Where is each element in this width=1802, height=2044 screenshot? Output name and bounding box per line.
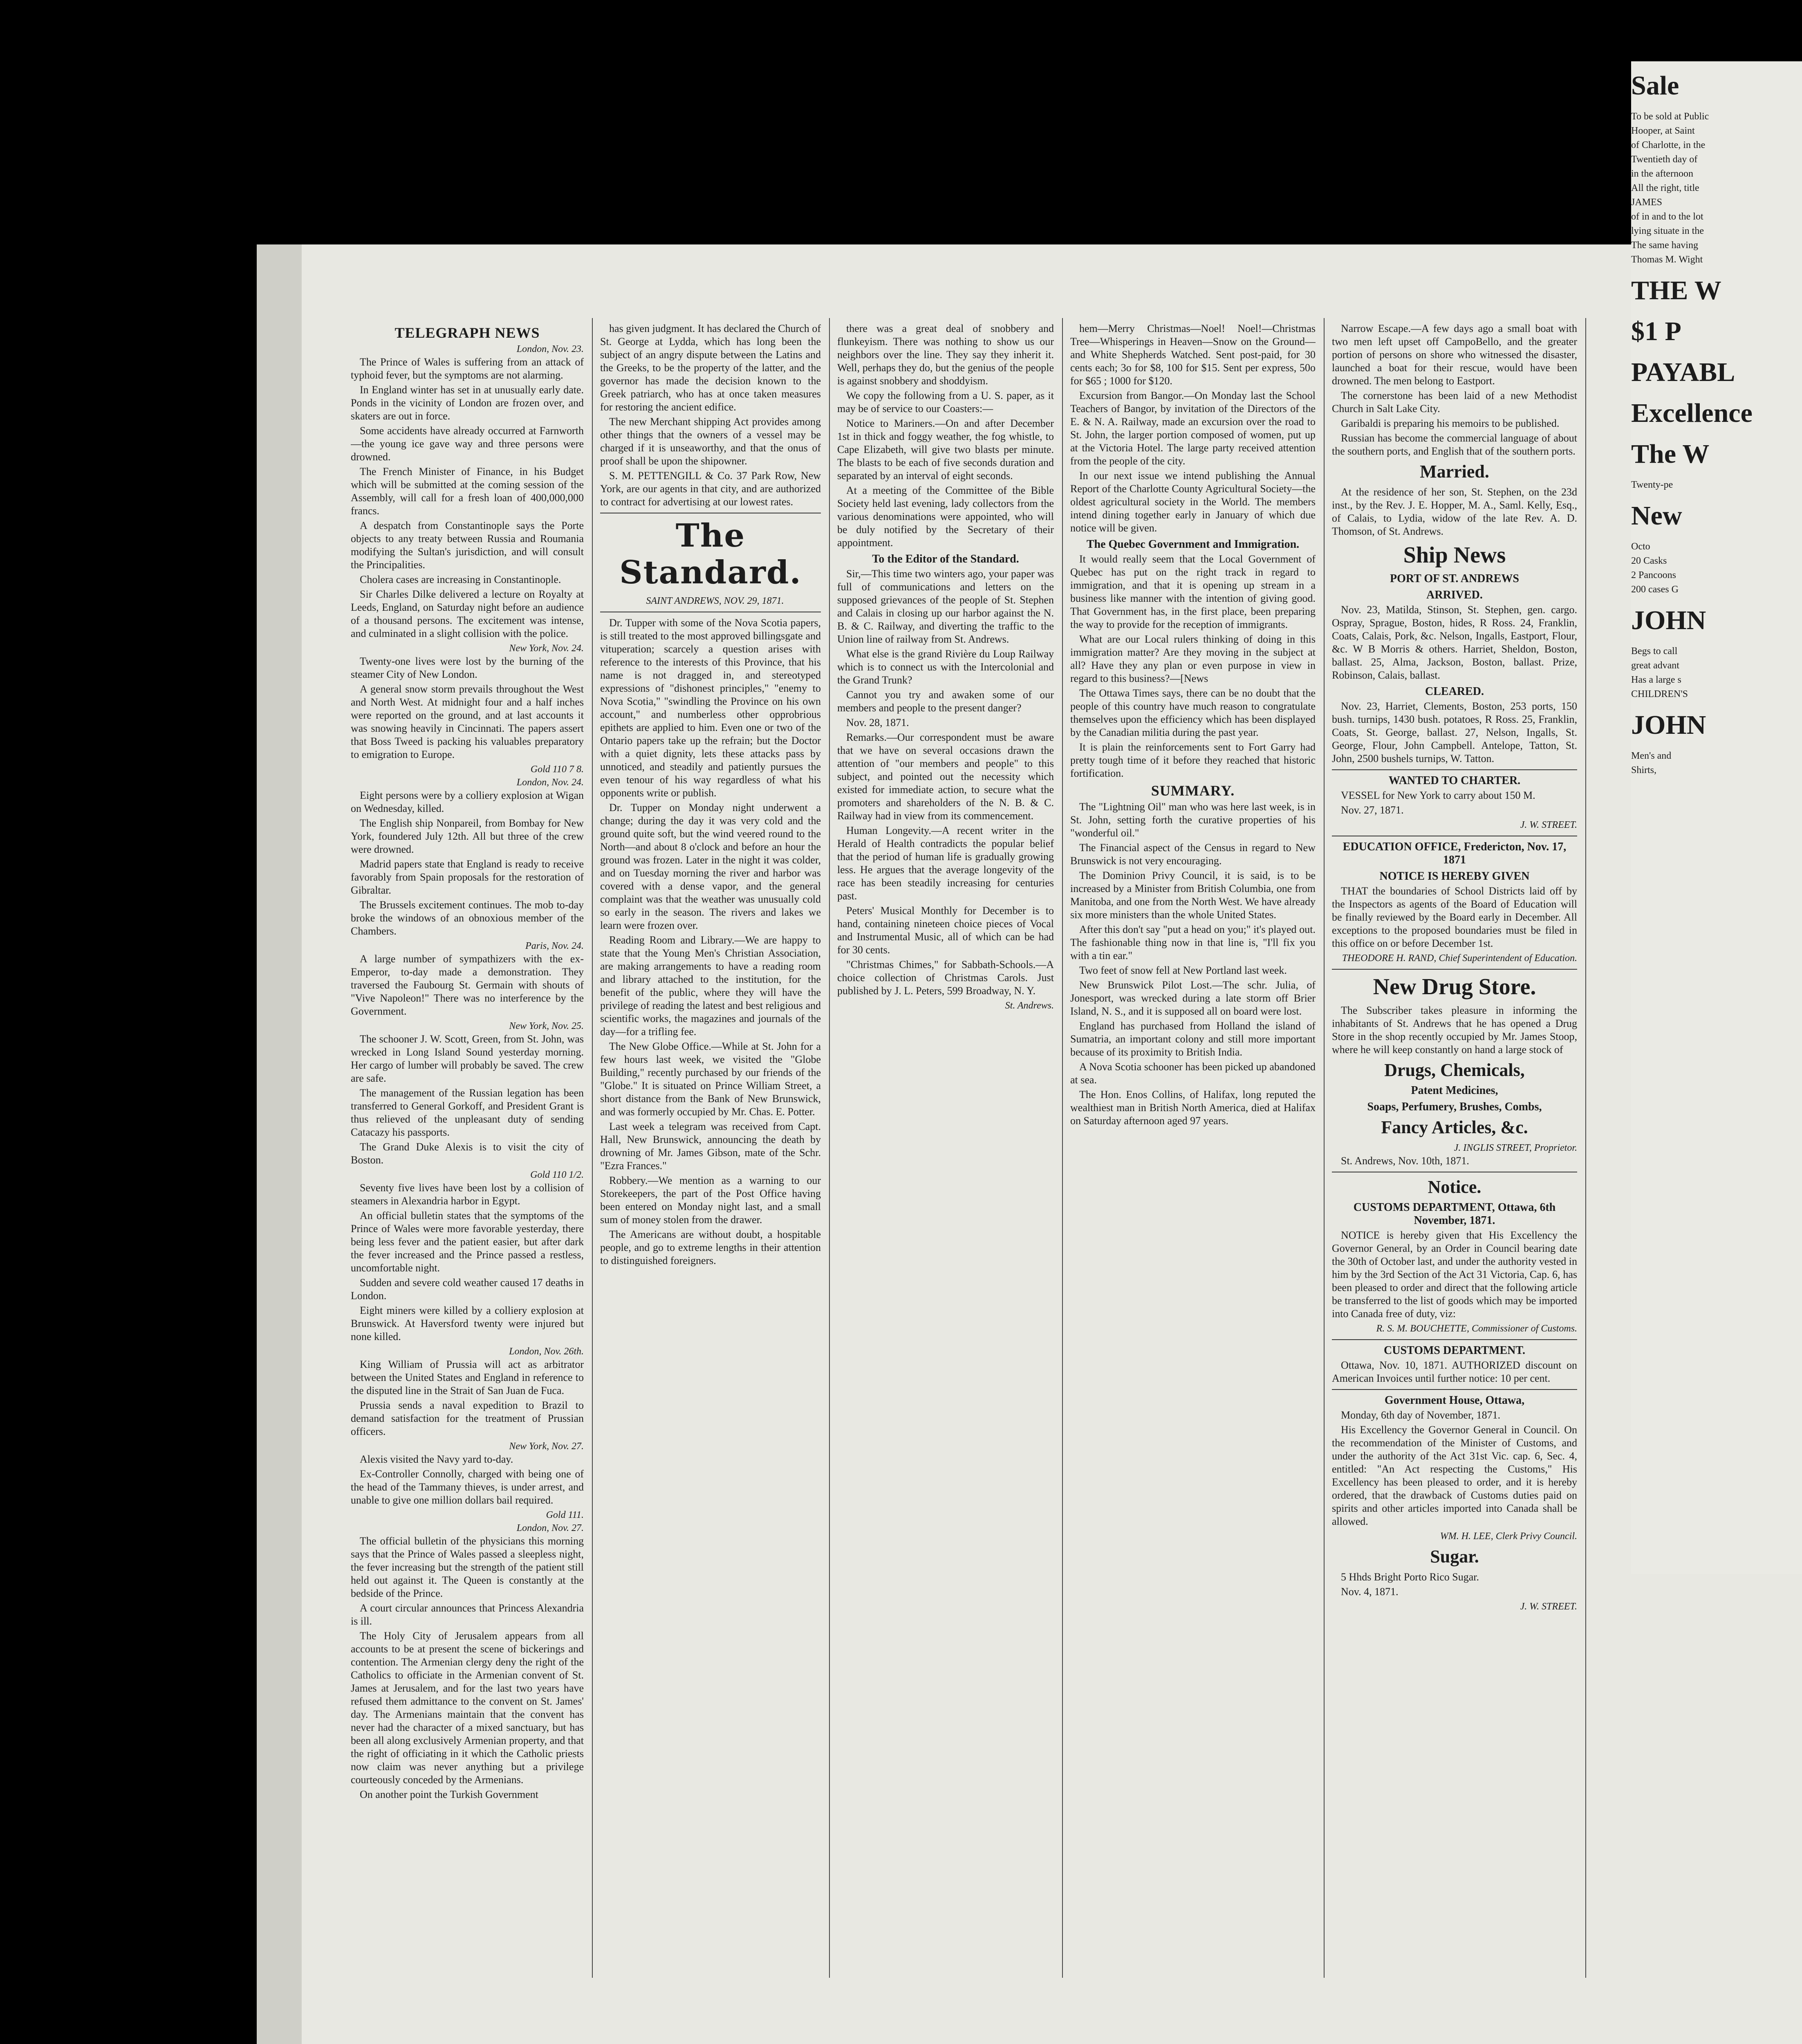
paragraph: New Brunswick Pilot Lost.—The schr. Julia, of Jonesport, was wrecked during a late storm off Brier Island, N. S., and it is supposed all on board were lost. xyxy=(1070,979,1316,1017)
paragraph: Sale xyxy=(1631,71,1679,101)
article-body xyxy=(837,322,1054,549)
paragraph: New York, Nov. 25. xyxy=(509,1021,584,1031)
charter-signature: J. W. STREET. xyxy=(1520,820,1577,830)
paragraph: London, Nov. 23. xyxy=(516,344,584,354)
summary-heading: SUMMARY. xyxy=(1151,782,1235,799)
drug-store-feature: Drugs, Chemicals, xyxy=(1384,1060,1525,1080)
paragraph: S. M. PETTENGILL & Co. 37 Park Row, New York, are our agents in that city, and are authorized to contract for advertising at our lowest rates. xyxy=(600,470,821,508)
paragraph: England has purchased from Holland the island of Sumatria, an important colony and still more important because of its proximity to British India. xyxy=(1070,1020,1316,1058)
paragraph: lying situate in the xyxy=(1631,226,1704,236)
port-heading: PORT OF ST. ANDREWS xyxy=(1390,572,1519,585)
fancy-articles-heading: Fancy Articles, &c. xyxy=(1381,1117,1528,1137)
column-news-summary xyxy=(1070,322,1316,1966)
paragraph: The New Globe Office.—While at St. John for a few hours last week, we visited the "Globe Building," recently purchased by our friends of the "Globe." It is situated on Prince William Street, a short distance from the Bank of New Brunswick, and was formerly occupied by Mr. Chas. E. Potter. xyxy=(600,1040,821,1118)
paragraph: The Prince of Wales is suffering from an attack of typhoid fever, but the symptoms are not alarming. xyxy=(351,356,584,381)
paragraph: After this don't say "put a head on you;" it's played out. The fashionable thing now in that line is, "I'll fix you with a tin ear." xyxy=(1070,923,1316,961)
paragraph: Begs to call xyxy=(1631,646,1678,657)
cleared-heading: CLEARED. xyxy=(1425,685,1484,698)
paragraph: The Financial aspect of the Census in regard to New Brunswick is not very encouraging. xyxy=(1070,842,1316,867)
paragraph: of Charlotte, in the xyxy=(1631,140,1706,150)
paragraph: A general snow storm prevails throughout the West and North West. At midnight four and a half inches were reported on the ground, and at last accounts it was snowing heavily in Cincinnati. The papers assert that Boss Tweed is packing his valuables preparatory to emigration to Europe. xyxy=(351,683,584,760)
drug-store-signature: J. INGLIS STREET, Proprietor. xyxy=(1454,1143,1577,1153)
column-local-news xyxy=(837,322,1054,1966)
paragraph: CHILDREN'S xyxy=(1631,689,1688,699)
paragraph: in the afternoon xyxy=(1631,168,1693,179)
paragraph: Prussia sends a naval expedition to Brazil to demand satisfaction for the treatment of Prussian officers. xyxy=(351,1399,584,1437)
paragraph: What else is the grand Rivière du Loup Railway which is to connect us with the Intercolonial and the Grand Trunk? xyxy=(837,648,1054,686)
paragraph: Nov. 28, 1871. xyxy=(846,717,909,728)
paragraph: Thomas M. Wight xyxy=(1631,254,1703,265)
customs-signature: R. S. M. BOUCHETTE, Commissioner of Customs. xyxy=(1376,1323,1577,1334)
paragraph: JAMES xyxy=(1631,197,1663,208)
article-body xyxy=(1332,322,1577,458)
paragraph: Narrow Escape.—A few days ago a small boat with two men left upset off CampoBello, and the greater portion of persons on shore who witnessed the disaster, launched a boat for their rescue, would have been drowned. The men belong to Eastport. xyxy=(1332,323,1577,387)
article-body xyxy=(1070,322,1316,535)
paragraph: great advant xyxy=(1631,660,1679,671)
paragraph: What are our Local rulers thinking of doing in this immigration matter? Are they moving in the subject at all? Have they any plan or even purpose in view in regard to this business?—[News xyxy=(1070,633,1316,684)
paragraph: The Dominion Privy Council, it is said, is to be increased by a Minister from British Columbia, one from Manitoba, and one from the North West. We have already six more ministers than the whole United States. xyxy=(1070,870,1316,921)
paragraph: Seventy five lives have been lost by a collision of steamers in Alexandria harbor in Egypt. xyxy=(351,1182,584,1207)
paragraph: Some accidents have already occurred at Farnworth—the young ice gave way and three persons were drowned. xyxy=(351,425,584,463)
paragraph: New xyxy=(1631,501,1682,531)
paragraph: King William of Prussia will act as arbitrator between the United States and England in reference to the disputed line in the Strait of San Juan de Fuca. xyxy=(351,1358,584,1396)
paragraph: The cornerstone has been laid of a new Methodist Church in Salt Lake City. xyxy=(1332,390,1577,415)
paragraph: Cholera cases are increasing in Constantinople. xyxy=(360,574,561,585)
arrived-list: Nov. 23, Matilda, Stinson, St. Stephen, gen. cargo. Ospray, Sprague, Boston, hides, R Ross. 24, Franklin, Coats, Calais, Pork, &c. Nelson, Ingalls, Eastport, Flour, &c. W B Morris & others. Harriet, Sheldon, Boston, ballast. 25, Alma, Jackson, Boston, ballast. Prize, Robinson, Calais, ballast. xyxy=(1332,604,1577,681)
education-subheading: NOTICE IS HEREBY GIVEN xyxy=(1379,870,1530,883)
paragraph: Russian has become the commercial language of about the southern ports, and English that of the southern ports. xyxy=(1332,432,1577,457)
page-edge xyxy=(257,244,302,2044)
sugar-heading: Sugar. xyxy=(1430,1546,1479,1567)
paragraph: Shirts, xyxy=(1631,765,1657,775)
paragraph: has given judgment. It has declared the Church of St. George at Lydda, which has long been the subject of an angry dispute between the Latins and the Greeks, to be the property of the latter, and the governor has made the decision known to the Greek patriarch, who has at once taken measures for restoring the ancient edifice. xyxy=(600,323,821,413)
drug-store-list: Soaps, Perfumery, Brushes, Combs, xyxy=(1367,1100,1542,1113)
paragraph: PAYABL xyxy=(1631,357,1735,387)
paragraph: It would really seem that the Local Government of Quebec has put on the right track in regard to immigration, and that it is opening up stream in a business like manner with the intention of giving good. That Government has, in the first place, been preparing the way to provide for the reception of immigrants. xyxy=(1070,553,1316,630)
drug-store-text: The Subscriber takes pleasure in informing the inhabitants of St. Andrews that he has opened a Drug Store in the shop recently occupied by Mr. James Stoop, where he will keep constantly on hand a large stock of xyxy=(1332,1004,1577,1056)
paragraph: Two feet of snow fell at New Portland last week. xyxy=(1079,964,1287,976)
paragraph: JOHN xyxy=(1631,710,1706,740)
paragraph: hem—Merry Christmas—Noel! Noel!—Christmas Tree—Whisperings in Heaven—Snow on the Ground—and White Shepherds Watched. Sent post-paid, for 30 cents each; 3o for $8, 100 for $15. Sent per express, 50o for $65 ; 1000 for $120. xyxy=(1070,323,1316,387)
article-body xyxy=(1070,553,1316,780)
paragraph: Octo xyxy=(1631,541,1650,552)
paragraph: 20 Casks xyxy=(1631,556,1667,566)
government-text: His Excellency the Governor General in Council. On the recommendation of the Minister of Customs, and under the authority of the Act 31st Vic. cap. 6, Sec. 4, entitled: "An Act respecting the Customs," His Excellency has been pleased to order, and it is hereby ordered, that the drawback of Customs duties paid on spirits and other articles imported into Canada shall be allowed. xyxy=(1332,1424,1577,1527)
paragraph: Alexis visited the Navy yard to-day. xyxy=(360,1453,513,1465)
customs-heading: CUSTOMS DEPARTMENT, Ottawa, 6th November, 1871. xyxy=(1353,1201,1556,1227)
paragraph: The Grand Duke Alexis is to visit the city of Boston. xyxy=(351,1141,584,1166)
paragraph: Dr. Tupper on Monday night underwent a change; during the day it was very cold and the ground quite soft, but the wind veered round to the North—and about 8 o'clock and before an hour the ground was frozen. Later in the night it was colder, and on Tuesday morning the river and harbor was covered with a dense vapor, and the general complaint was that the weather was unusually cold so early in the season. The rivers and lakes we learn were frozen over. xyxy=(600,802,821,931)
paragraph: 2 Pancoons xyxy=(1631,570,1676,580)
paragraph: The schooner J. W. Scott, Green, from St. John, was wrecked in Long Island Sound yesterday morning. Her cargo of lumber will probably be saved. The crew are safe. xyxy=(351,1033,584,1084)
paragraph: THE W xyxy=(1631,276,1721,305)
paragraph: JOHN xyxy=(1631,605,1706,635)
education-signature: THEODORE H. RAND, Chief Superintendent of Education. xyxy=(1342,953,1577,964)
column-telegraph-news xyxy=(351,322,584,1966)
section-heading: TELEGRAPH NEWS xyxy=(394,325,540,341)
column-rule xyxy=(1324,318,1325,1978)
sugar-date: Nov. 4, 1871. xyxy=(1341,1586,1399,1598)
paragraph: The Ottawa Times says, there can be no doubt that the people of this country have much reason to congratulate themselves upon the efficiency which has been displayed by the Canadian militia during the past year. xyxy=(1070,687,1316,738)
section-heading: The Quebec Government and Immigration. xyxy=(1086,538,1300,551)
charter-date: Nov. 27, 1871. xyxy=(1341,804,1404,816)
paragraph: The French Minister of Finance, in his Budget which will be submitted at the coming session of the Assembly, will call for a fresh loan of 400,000,000 francs. xyxy=(351,466,584,517)
paragraph: The Americans are without doubt, a hospitable people, and go to extreme lengths in their attention to distinguished foreigners. xyxy=(600,1228,821,1266)
paragraph: The official bulletin of the physicians this morning says that the Prince of Wales passed a sleepless night, the fever increasing but the strength of the patient still held out against it. The Queen is constantly at the bedside of the Prince. xyxy=(351,1535,584,1599)
paragraph: We copy the following from a U. S. paper, as it may be of service to our Coasters:— xyxy=(837,390,1054,415)
cleared-list: Nov. 23, Harriet, Clements, Boston, 253 ports, 150 bush. turnips, 1430 bush. potatoes, R Ross. 25, Franklin, Coats, St. George, ballast. 27, Nelson, Ingalls, St. George, Flour, John Campbell. Antelope, Tatton, St. John, 2500 bushels turnips, W. Tatton. xyxy=(1332,700,1577,764)
paragraph: Excursion from Bangor.—On Monday last the School Teachers of Bangor, by invitation of the Directors of the E. & N. A. Railway, made an excursion over the road to St. John, the larger portion composed of women, put up at the Victoria Hotel. The large party received attention from the people of the city. xyxy=(1070,390,1316,467)
paragraph: London, Nov. 24. xyxy=(516,777,584,788)
ship-news-heading: Ship News xyxy=(1403,542,1506,568)
adjacent-page-strip xyxy=(1631,61,1802,1574)
paragraph: Notice to Mariners.—On and after December 1st in thick and foggy weather, the fog whistle, to Cape Elizabeth, will give two blasts per minute. The blasts to be each of five seconds duration and separated by an interval of eight seconds. xyxy=(837,417,1054,482)
paragraph: Gold 111. xyxy=(546,1510,584,1520)
paragraph: The Brussels excitement continues. The mob to-day broke the windows of an obnoxious member of the Chambers. xyxy=(351,899,584,937)
paragraph: The "Lightning Oil" man who was here last week, is in St. John, setting forth the curative properties of his "wonderful oil." xyxy=(1070,801,1316,839)
paragraph: A large number of sympathizers with the ex-Emperor, to-day made a demonstration. They traversed the Faubourg St. Germain with shouts of "Vive Napoleon!" There was no interference by the Government. xyxy=(351,953,584,1017)
newspaper-page xyxy=(257,244,1802,2044)
paragraph: London, Nov. 26th. xyxy=(509,1346,584,1357)
education-text: THAT the boundaries of School Districts laid off by the Inspectors as agents of the Board of Education will be finally reviewed by the Board early in December. All exceptions to the proposed boundaries must be filed in this office on or before December 1st. xyxy=(1332,885,1577,949)
paragraph: Gold 110 7 8. xyxy=(530,764,584,775)
paragraph: there was a great deal of snobbery and flunkeyism. There was nothing to show us our neighbors over the line. They say they inherit it. Well, perhaps they do, but the genius of the people is against snobbery and shoddyism. xyxy=(837,323,1054,387)
paragraph: A Nova Scotia schooner has been picked up abandoned at sea. xyxy=(1070,1061,1316,1086)
paragraph: Eight persons were by a colliery explosion at Wigan on Wednesday, killed. xyxy=(351,789,584,814)
customs-heading-2: CUSTOMS DEPARTMENT. xyxy=(1384,1344,1525,1357)
paragraph: New York, Nov. 24. xyxy=(509,643,584,654)
paragraph: Excellence xyxy=(1631,398,1753,428)
sugar-signature: J. W. STREET. xyxy=(1520,1601,1577,1612)
paragraph: On another point the Turkish Government xyxy=(360,1788,538,1800)
paragraph: The new Merchant shipping Act provides among other things that the owners of a vessel may be charged if it is unseaworthy, and that the onus of proof shall be upon the shipowner. xyxy=(600,416,821,467)
column-rule xyxy=(1062,318,1063,1978)
article-body xyxy=(351,343,584,1801)
masthead: The Standard. xyxy=(619,517,802,591)
government-heading: Government House, Ottawa, xyxy=(1384,1394,1525,1407)
paragraph: To be sold at Public xyxy=(1631,111,1709,122)
paragraph: In England winter has set in at unusually early date. Ponds in the vicinity of London are frozen over, and skaters are out in force. xyxy=(351,384,584,422)
paragraph: The English ship Nonpareil, from Bombay for New York, foundered July 12th. All but three of the crew were drowned. xyxy=(351,817,584,855)
paragraph: All the right, title xyxy=(1631,183,1699,193)
paragraph: Dr. Tupper with some of the Nova Scotia papers, is still treated to the most approved billingsgate and vituperation; scarcely a question arises with reference to the interests of this Province, that his name is not dragged in, and stereotyped expressions of "dishonest principles," "enemy to Nova Scotia," "swindling the Province on his own account," and numberless other opprobrious epithets are applied to him. Even one or two of the Ontario papers take up the refrain; but the Doctor with a quiet dignity, lets these attacks pass by unnoticed, and steadily and patiently pursues the even tenour of his way regardless of what his opponents write or publish. xyxy=(600,617,821,799)
paragraph: It is plain the reinforcements sent to Fort Garry had pretty tough time of it before they reached that historic fortification. xyxy=(1070,741,1316,779)
paragraph: 200 cases G xyxy=(1631,584,1679,595)
paragraph: of in and to the lot xyxy=(1631,211,1703,222)
customs-text-2: Ottawa, Nov. 10, 1871. AUTHORIZED discount on American Invoices until further notice: 10 per cent. xyxy=(1332,1359,1577,1384)
paragraph: Gold 110 1/2. xyxy=(530,1170,584,1180)
paragraph: Sir Charles Dilke delivered a lecture on Royalty at Leeds, England, on Saturday night before an audience of a thousand persons. The excitement was intense, and culminated in a slight collision with the police. xyxy=(351,588,584,639)
paragraph: Ex-Controller Connolly, charged with being one of the head of the Tammany thieves, is under arrest, and unable to give one million dollars bail required. xyxy=(351,1468,584,1506)
paragraph: Peters' Musical Monthly for December is to hand, containing nineteen choice pieces of Vocal and Instrumental Music, all of which can be had for 30 cents. xyxy=(837,905,1054,956)
charter-heading: WANTED TO CHARTER. xyxy=(1388,774,1521,787)
divider xyxy=(1332,969,1577,970)
article-body xyxy=(837,567,1054,997)
article-body xyxy=(1070,800,1316,1127)
paragraph: In our next issue we intend publishing the Annual Report of the Charlotte County Agricultural Society—the oldest agricultural society in the World. The members intend dining together early in January of which due notice will be given. xyxy=(1070,470,1316,534)
column-rule xyxy=(829,318,830,1978)
article-body xyxy=(600,616,821,1267)
column-rule xyxy=(592,318,593,1978)
paragraph: Men's and xyxy=(1631,751,1672,761)
drug-store-date: St. Andrews, Nov. 10th, 1871. xyxy=(1341,1155,1469,1167)
paragraph: Has a large s xyxy=(1631,675,1681,685)
paragraph: A despatch from Constantinople says the Porte objects to any treaty between Russia and Roumania modifying the Sultan's jurisdiction, and will consult the Principalities. xyxy=(351,520,584,571)
paragraph: The Hon. Enos Collins, of Halifax, long reputed the wealthiest man in British North America, died at Halifax on Saturday afternoon aged 97 years. xyxy=(1070,1089,1316,1127)
drug-store-heading: New Drug Store. xyxy=(1373,974,1536,1000)
customs-text: NOTICE is hereby given that His Excellency the Governor General, by an Order in Council bearing date the 30th of October last, and under the authority vested in him by the 3rd Section of the Act 31 Victoria, Cap. 6, has been pleased to order and direct that the following article be transferred to the list of goods which may be imported into Canada free of duty, viz: xyxy=(1332,1229,1577,1320)
paragraph: Last week a telegram was received from Capt. Hall, New Brunswick, announcing the death by drowning of Mr. James Gibson, mate of the Schr. "Ezra Frances." xyxy=(600,1121,821,1172)
paragraph: Reading Room and Library.—We are happy to state that the Young Men's Christian Association, are making arrangements to have a reading room and library attached to the institution, for the benefit of the public, where they will have the privilege of reading the latest and best religious and scientific works, the magazines and journals of the day—for a trifling fee. xyxy=(600,934,821,1038)
paragraph: The same having xyxy=(1631,240,1698,251)
paragraph: London, Nov. 27. xyxy=(516,1523,584,1533)
arrived-heading: ARRIVED. xyxy=(1426,589,1483,601)
column-notices xyxy=(1332,322,1577,1966)
column-editorial xyxy=(600,322,821,1966)
paragraph: Paris, Nov. 24. xyxy=(525,941,584,951)
letter-signature: St. Andrews. xyxy=(1005,1000,1054,1011)
paragraph: Robbery.—We mention as a warning to our Storekeepers, the part of the Post Office having been entered on Monday night last, and a small sum of money stolen from the drawer. xyxy=(600,1174,821,1226)
letter-title: To the Editor of the Standard. xyxy=(872,553,1019,565)
divider xyxy=(1332,769,1577,770)
married-notice: At the residence of her son, St. Stephen, on the 23d inst., by the Rev. J. E. Hopper, M. A., Saml. Kelly, Esq., of Calais, to Lydia, widow of the late Rev. A. D. Thomson, of St. Andrews. xyxy=(1332,486,1577,537)
masthead-dateline: SAINT ANDREWS, NOV. 29, 1871. xyxy=(646,596,784,606)
government-date: Monday, 6th day of November, 1871. xyxy=(1341,1409,1501,1421)
married-heading: Married. xyxy=(1420,462,1489,482)
paragraph: Twentieth day of xyxy=(1631,154,1698,165)
paragraph: Sir,—This time two winters ago, your paper was full of communications and letters on the supposed grievances of the people of St. Stephen and Calais in closing up our harbor against the N. B. & C. Railway, and diverting the traffic to the Union line of railway from St. Andrews. xyxy=(837,568,1054,645)
paragraph: Hooper, at Saint xyxy=(1631,126,1695,136)
divider xyxy=(1332,1339,1577,1340)
paragraph: Twenty-pe xyxy=(1631,480,1673,490)
paragraph: At a meeting of the Committee of the Bible Society held last evening, lady collectors from the various denominations were appointed, who will be duly notified by the Secretary of their appointment. xyxy=(837,484,1054,549)
article-body xyxy=(600,322,821,509)
charter-text: VESSEL for New York to carry about 150 M. xyxy=(1341,789,1535,801)
paragraph: Garibaldi is preparing his memoirs to be published. xyxy=(1341,417,1560,429)
sugar-text: 5 Hhds Bright Porto Rico Sugar. xyxy=(1341,1571,1479,1583)
paragraph: Madrid papers state that England is ready to receive favorably from Spain proposals for the restoration of Gibraltar. xyxy=(351,858,584,896)
government-signature: WM. H. LEE, Clerk Privy Council. xyxy=(1440,1531,1577,1542)
paragraph: $1 P xyxy=(1631,316,1681,346)
paragraph: A court circular announces that Princess Alexandria is ill. xyxy=(351,1602,584,1627)
paragraph: "Christmas Chimes," for Sabbath-Schools.—A choice collection of Christmas Carols. Just published by J. L. Peters, 599 Broadway, N. Y. xyxy=(837,959,1054,997)
paragraph: The management of the Russian legation has been transferred to General Gorkoff, and President Grant is thus relieved of the unpleasant duty of sending Catacazy his passports. xyxy=(351,1087,584,1138)
paragraph: Sudden and severe cold weather caused 17 deaths in London. xyxy=(351,1277,584,1302)
column-rule xyxy=(1585,318,1586,1978)
notice-heading: Notice. xyxy=(1428,1177,1481,1197)
drug-store-subheading: Patent Medicines, xyxy=(1411,1084,1498,1097)
paragraph: An official bulletin states that the symptoms of the Prince of Wales were more favorable yesterday, there being less fever and the patient easier, but after dark the fever increased and the Prince passed a restless, uncomfortable night. xyxy=(351,1210,584,1274)
paragraph: Human Longevity.—A recent writer in the Herald of Health contradicts the popular belief that the period of human life is gradually growing less. He argues that the average longevity of the race has been steadily increasing for centuries past. xyxy=(837,825,1054,902)
education-heading: EDUCATION OFFICE, Fredericton, Nov. 17, 1871 xyxy=(1343,840,1567,866)
paragraph: The Holy City of Jerusalem appears from all accounts to be at present the scene of bickerings and contention. The Armenian clergy deny the right of the Catholics to officiate in the Armenian convent of St. James at Jerusalem, and for the last two years have refused them admittance to the convent on St. James' day. The Armenians maintain that the convent has never had the character of a mixed sanctuary, but has been all along exclusively Armenian property, and that the right of officiating in it which the Catholic priests now claim was never anything but a privilege courteously conceded by the Armenians. xyxy=(351,1630,584,1786)
paragraph: New York, Nov. 27. xyxy=(509,1441,584,1452)
paragraph: Twenty-one lives were lost by the burning of the steamer City of New London. xyxy=(351,655,584,680)
paragraph: Remarks.—Our correspondent must be aware that we have on several occasions drawn the attention of "our members and people" to this subject, and pointed out the necessity which existed for immediate action, to secure what the promoters and shareholders of the N. B. & C. Railway had in view from its commencement. xyxy=(837,731,1054,822)
divider xyxy=(1332,1389,1577,1390)
paragraph: Cannot you try and awaken some of our members and people to the present danger? xyxy=(837,689,1054,714)
paragraph: Eight miners were killed by a colliery explosion at Brunswick. At Haversford twenty were injured but none killed. xyxy=(351,1304,584,1342)
paragraph: The W xyxy=(1631,439,1710,469)
